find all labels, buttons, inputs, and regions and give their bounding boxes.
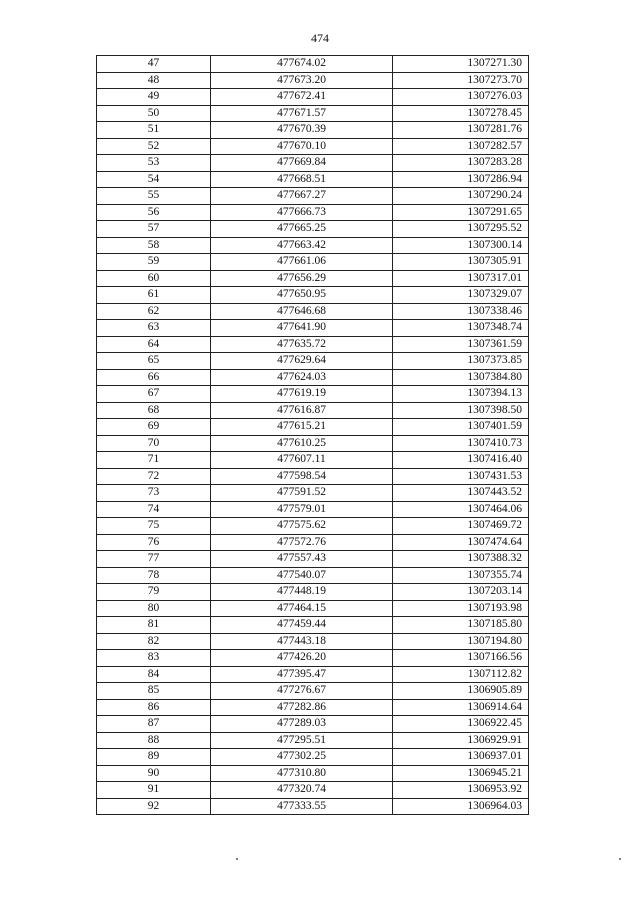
point-number-cell: 83 [97,650,211,667]
point-number-cell: 58 [97,237,211,254]
x-coordinate-cell: 477641.90 [211,320,393,337]
x-coordinate-cell: 477635.72 [211,336,393,353]
table-row [97,204,529,221]
y-coordinate-cell: 1307443.52 [393,485,529,502]
x-coordinate-cell: 477540.07 [211,567,393,584]
table-row [97,699,529,716]
x-coordinate-cell: 477624.03 [211,369,393,386]
point-number-cell: 53 [97,155,211,172]
x-coordinate-cell: 477607.11 [211,452,393,469]
y-coordinate-cell: 1306945.21 [393,765,529,782]
coordinates-table [96,55,529,815]
y-coordinate-cell: 1306905.89 [393,683,529,700]
table-row [97,600,529,617]
table-row [97,716,529,733]
x-coordinate-cell: 477302.25 [211,749,393,766]
x-coordinate-cell: 477615.21 [211,419,393,436]
y-coordinate-cell: 1307295.52 [393,221,529,238]
x-coordinate-cell: 477579.01 [211,501,393,518]
x-coordinate-cell: 477656.29 [211,270,393,287]
y-coordinate-cell: 1307305.91 [393,254,529,271]
table-row [97,303,529,320]
x-coordinate-cell: 477668.51 [211,171,393,188]
table-row [97,287,529,304]
x-coordinate-cell: 477616.87 [211,402,393,419]
point-number-cell: 64 [97,336,211,353]
table-row [97,683,529,700]
y-coordinate-cell: 1307203.14 [393,584,529,601]
coordinates-table-body [97,56,529,815]
y-coordinate-cell: 1307273.70 [393,72,529,89]
x-coordinate-cell: 477619.19 [211,386,393,403]
page-number: 474 [311,31,329,45]
y-coordinate-cell: 1307329.07 [393,287,529,304]
table-row [97,765,529,782]
x-coordinate-cell: 477282.86 [211,699,393,716]
x-coordinate-cell: 477557.43 [211,551,393,568]
y-coordinate-cell: 1306964.03 [393,798,529,815]
table-row [97,105,529,122]
point-number-cell: 86 [97,699,211,716]
table-row [97,567,529,584]
x-coordinate-cell: 477670.39 [211,122,393,139]
x-coordinate-cell: 477464.15 [211,600,393,617]
point-number-cell: 74 [97,501,211,518]
table-row [97,798,529,815]
table-row [97,254,529,271]
point-number-cell: 75 [97,518,211,535]
x-coordinate-cell: 477669.84 [211,155,393,172]
y-coordinate-cell: 1307166.56 [393,650,529,667]
point-number-cell: 47 [97,56,211,73]
x-coordinate-cell: 477310.80 [211,765,393,782]
y-coordinate-cell: 1307348.74 [393,320,529,337]
y-coordinate-cell: 1307361.59 [393,336,529,353]
point-number-cell: 84 [97,666,211,683]
point-number-cell: 54 [97,171,211,188]
y-coordinate-cell: 1307464.06 [393,501,529,518]
point-number-cell: 55 [97,188,211,205]
x-coordinate-cell: 477598.54 [211,468,393,485]
x-coordinate-cell: 477459.44 [211,617,393,634]
x-coordinate-cell: 477672.41 [211,89,393,106]
table-row [97,336,529,353]
x-coordinate-cell: 477670.10 [211,138,393,155]
x-coordinate-cell: 477610.25 [211,435,393,452]
x-coordinate-cell: 477666.73 [211,204,393,221]
y-coordinate-cell: 1307355.74 [393,567,529,584]
x-coordinate-cell: 477667.27 [211,188,393,205]
y-coordinate-cell: 1307281.76 [393,122,529,139]
x-coordinate-cell: 477575.62 [211,518,393,535]
table-row [97,89,529,106]
point-number-cell: 65 [97,353,211,370]
point-number-cell: 92 [97,798,211,815]
table-row [97,650,529,667]
point-number-cell: 48 [97,72,211,89]
point-number-cell: 50 [97,105,211,122]
table-row [97,369,529,386]
table-row [97,435,529,452]
table-row [97,518,529,535]
x-coordinate-cell: 477448.19 [211,584,393,601]
point-number-cell: 80 [97,600,211,617]
x-coordinate-cell: 477661.06 [211,254,393,271]
table-row [97,188,529,205]
point-number-cell: 69 [97,419,211,436]
y-coordinate-cell: 1307373.85 [393,353,529,370]
x-coordinate-cell: 477671.57 [211,105,393,122]
x-coordinate-cell: 477591.52 [211,485,393,502]
table-row [97,402,529,419]
point-number-cell: 87 [97,716,211,733]
table-row [97,419,529,436]
table-row [97,584,529,601]
point-number-cell: 70 [97,435,211,452]
table-row [97,749,529,766]
y-coordinate-cell: 1307394.13 [393,386,529,403]
table-row [97,666,529,683]
table-row [97,732,529,749]
x-coordinate-cell: 477289.03 [211,716,393,733]
point-number-cell: 59 [97,254,211,271]
y-coordinate-cell: 1307291.65 [393,204,529,221]
point-number-cell: 60 [97,270,211,287]
x-coordinate-cell: 477673.20 [211,72,393,89]
point-number-cell: 85 [97,683,211,700]
y-coordinate-cell: 1306914.64 [393,699,529,716]
y-coordinate-cell: 1307276.03 [393,89,529,106]
table-row [97,534,529,551]
point-number-cell: 67 [97,386,211,403]
point-number-cell: 78 [97,567,211,584]
y-coordinate-cell: 1307194.80 [393,633,529,650]
table-row [97,551,529,568]
point-number-cell: 56 [97,204,211,221]
point-number-cell: 89 [97,749,211,766]
y-coordinate-cell: 1307278.45 [393,105,529,122]
x-coordinate-cell: 477646.68 [211,303,393,320]
point-number-cell: 57 [97,221,211,238]
point-number-cell: 72 [97,468,211,485]
scan-speck [236,858,238,860]
y-coordinate-cell: 1307290.24 [393,188,529,205]
y-coordinate-cell: 1306953.92 [393,782,529,799]
point-number-cell: 90 [97,765,211,782]
y-coordinate-cell: 1307401.59 [393,419,529,436]
x-coordinate-cell: 477443.18 [211,633,393,650]
table-row [97,122,529,139]
y-coordinate-cell: 1307398.50 [393,402,529,419]
point-number-cell: 63 [97,320,211,337]
y-coordinate-cell: 1307286.94 [393,171,529,188]
table-row [97,633,529,650]
y-coordinate-cell: 1307300.14 [393,237,529,254]
y-coordinate-cell: 1307283.28 [393,155,529,172]
point-number-cell: 52 [97,138,211,155]
table-row [97,386,529,403]
point-number-cell: 68 [97,402,211,419]
table-row [97,485,529,502]
y-coordinate-cell: 1307469.72 [393,518,529,535]
y-coordinate-cell: 1307416.40 [393,452,529,469]
table-row [97,468,529,485]
table-row [97,155,529,172]
table-row [97,270,529,287]
y-coordinate-cell: 1307388.32 [393,551,529,568]
table-row [97,72,529,89]
point-number-cell: 77 [97,551,211,568]
scan-speck [619,858,621,860]
table-row [97,320,529,337]
x-coordinate-cell: 477276.67 [211,683,393,700]
y-coordinate-cell: 1307384.80 [393,369,529,386]
point-number-cell: 71 [97,452,211,469]
table-row [97,221,529,238]
x-coordinate-cell: 477665.25 [211,221,393,238]
y-coordinate-cell: 1307185.80 [393,617,529,634]
y-coordinate-cell: 1306922.45 [393,716,529,733]
table-row [97,56,529,73]
x-coordinate-cell: 477650.95 [211,287,393,304]
table-row [97,353,529,370]
point-number-cell: 79 [97,584,211,601]
table-row [97,452,529,469]
y-coordinate-cell: 1307193.98 [393,600,529,617]
y-coordinate-cell: 1307317.01 [393,270,529,287]
x-coordinate-cell: 477572.76 [211,534,393,551]
x-coordinate-cell: 477395.47 [211,666,393,683]
point-number-cell: 88 [97,732,211,749]
table-row [97,237,529,254]
y-coordinate-cell: 1307338.46 [393,303,529,320]
y-coordinate-cell: 1307410.73 [393,435,529,452]
point-number-cell: 81 [97,617,211,634]
y-coordinate-cell: 1306937.01 [393,749,529,766]
x-coordinate-cell: 477333.55 [211,798,393,815]
x-coordinate-cell: 477663.42 [211,237,393,254]
point-number-cell: 73 [97,485,211,502]
table-row [97,501,529,518]
x-coordinate-cell: 477426.20 [211,650,393,667]
point-number-cell: 61 [97,287,211,304]
point-number-cell: 62 [97,303,211,320]
y-coordinate-cell: 1307474.64 [393,534,529,551]
table-row [97,617,529,634]
point-number-cell: 66 [97,369,211,386]
x-coordinate-cell: 477295.51 [211,732,393,749]
x-coordinate-cell: 477629.64 [211,353,393,370]
x-coordinate-cell: 477320.74 [211,782,393,799]
table-row [97,138,529,155]
point-number-cell: 51 [97,122,211,139]
y-coordinate-cell: 1307431.53 [393,468,529,485]
point-number-cell: 49 [97,89,211,106]
point-number-cell: 76 [97,534,211,551]
y-coordinate-cell: 1307271.30 [393,56,529,73]
table-row [97,171,529,188]
y-coordinate-cell: 1307282.57 [393,138,529,155]
y-coordinate-cell: 1307112.82 [393,666,529,683]
y-coordinate-cell: 1306929.91 [393,732,529,749]
table-row [97,782,529,799]
x-coordinate-cell: 477674.02 [211,56,393,73]
point-number-cell: 91 [97,782,211,799]
point-number-cell: 82 [97,633,211,650]
